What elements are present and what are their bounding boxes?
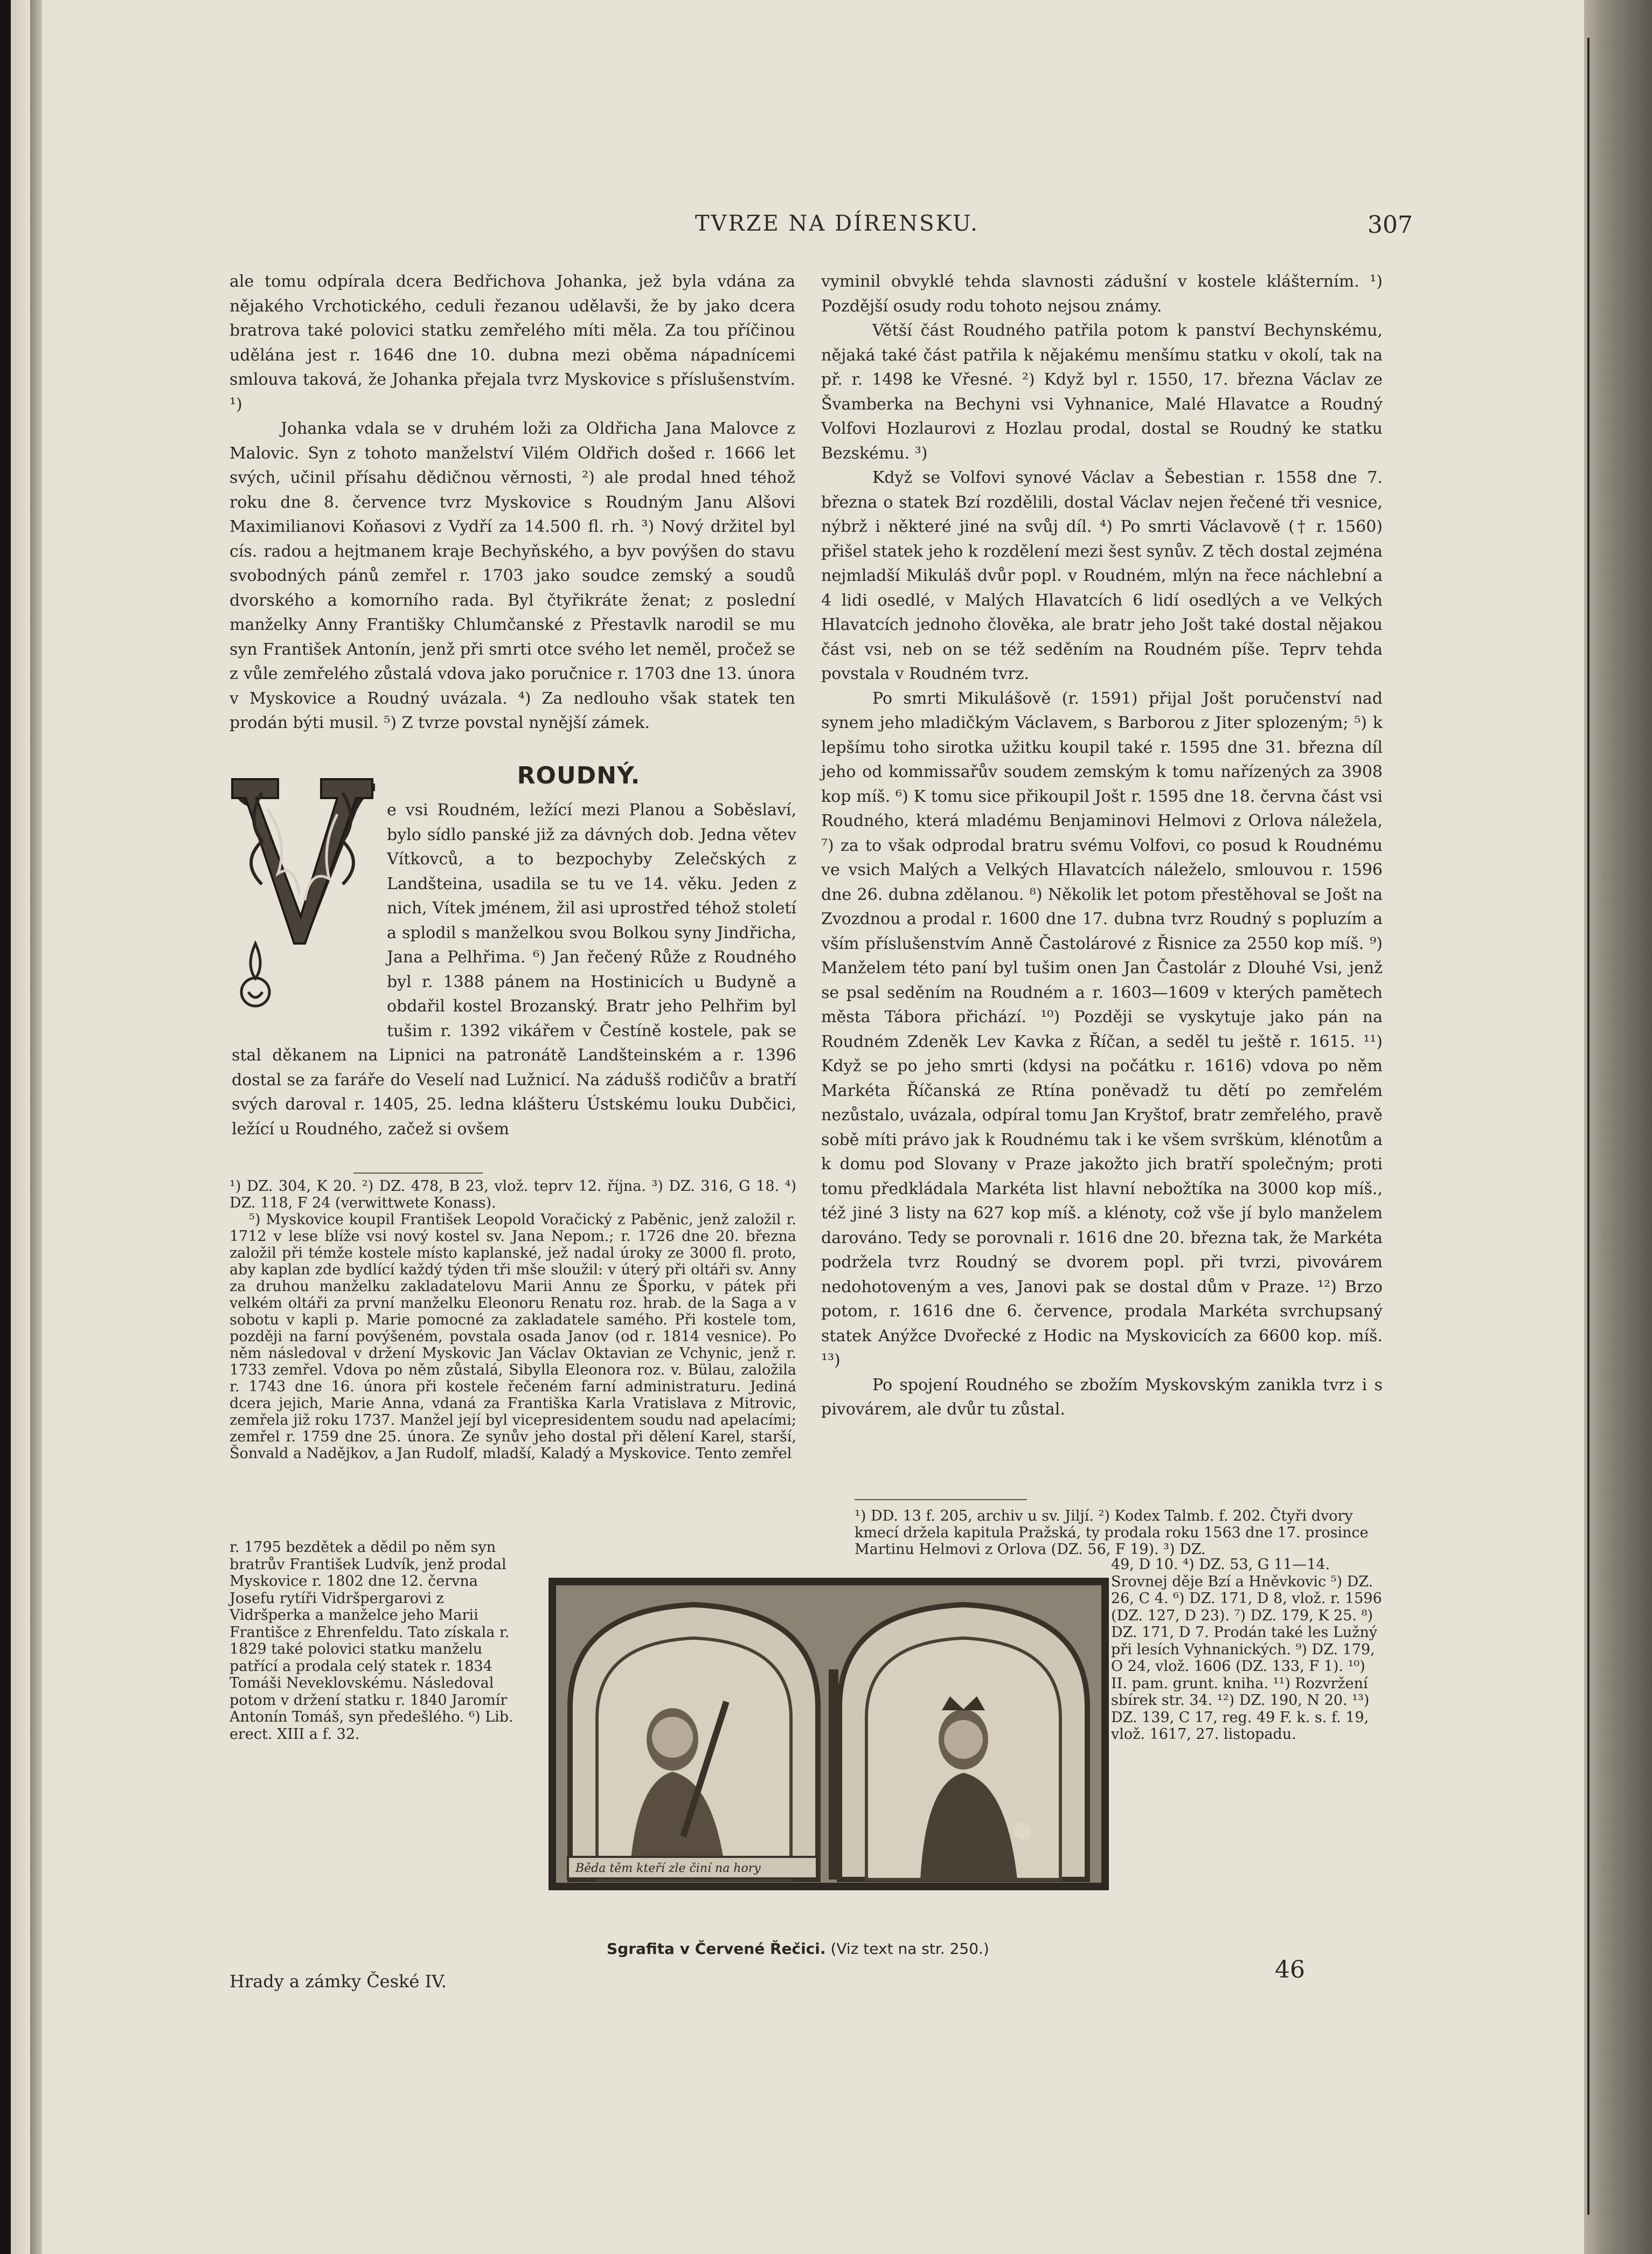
footnotes-left xyxy=(230,1173,796,1462)
paragraph: vyminil obvyklé tehda slavnosti zádušní v kostele klášterním. ¹) Pozdější osudy rodu tohoto nejsou známy. xyxy=(821,272,1383,316)
footnote-line: ⁵) Myskovice koupil František Leopold Voračický z Paběnic, jenž založil r. 1712 v lese blíže vsi nový kostel sv. Jana Nepom.; r. 1726 dne 20. března založil při témže kostele místo kaplanské, jež nadal úroky ze 3000 fl. proto, aby kaplan zde bydlící každý týden tři mše sloužil: v úterý při oltáři sv. Anny za druhou manželku zakladatelovu Marii Annu ze Šporku, v pátek při velkém oltáři za první manželku Eleonoru Renatu roz. hrab. de la Saga a v sobotu v kapli p. Marie pomocné za zakladatele samého. Při kostele tom, později na farní povýšeném, povstala osada Janov (od r. 1814 vesnice). Po něm následoval v držení Myskovic Jan Václav Oktavian ze Vchynic, jenž r. 1733 zemřel. Vdova po něm zůstalá, Sibylla Eleonora roz. v. Bülau, založila r. 1743 dne 16. února při kostele řečeném farní administraturu. Jediná dcera jejich, Marie Anna, vdaná za Františka Karla Vratislava z Mitrovic, zemřela již roku 1737. Manžel její byl vicepresidentem soudu nad apelacími; zemřel r. 1759 dne 25. února. Ze synův jeho dostal při dělení Karel, starší, Šonvald a Nadějkov, a Jan Rudolf, mladší, Kaladý a Myskovice. Tento zemřel xyxy=(230,1211,796,1462)
facing-page-edge xyxy=(11,0,30,2254)
section-heading: ROUDNÝ. xyxy=(517,762,641,789)
page-edge-line xyxy=(1587,38,1589,2215)
book-gutter xyxy=(30,0,42,2254)
running-header: TVRZE NA DÍRENSKU. xyxy=(695,211,979,236)
caption-ref: (Viz text na str. 250.) xyxy=(830,1940,989,1958)
page-number: 307 xyxy=(1368,211,1413,239)
footnote-line: ¹) DZ. 304, K 20. ²) DZ. 478, B 23, vlož. teprv 12. října. ³) DZ. 316, G 18. ⁴) DZ. 118, F 24 (verwittwete Konass). xyxy=(230,1178,796,1211)
paragraph: Když se Volfovi synové Václav a Šebestian r. 1558 dne 7. března o statek Bzí rozdělili, dostal Václav nejen řečené tři vesnice, nýbrž i některé jiné na svůj díl. ⁴) Po smrti Václavově († r. 1560) přišel statek jeho k rozdělení mezi šest synův. Z těch dostal zejména nejmladší Mikuláš dvůr popl. v Roudném, mlýn na řece náchlební a 4 lidi osedlé, v Malých Hlavatcích 6 lidí osedlých a ve Velkých Hlavatcích jednoho člověka, ale bratr jeho Jošt také dostal nějakou část vsi, neb on se též seděním na Roudném píše. Teprv tehda povstala v Roudném tvrz. xyxy=(821,468,1383,683)
roudny-section xyxy=(232,762,796,1141)
caption-title: Sgrafita v Červené Řečici. xyxy=(607,1940,826,1958)
sheet-number: 46 xyxy=(1275,1956,1305,1983)
footnote-rule xyxy=(353,1173,483,1174)
footnotes-left-narrow: r. 1795 bezdětek a dědil po něm syn bratrův František Ludvík, jenž prodal Myskovice r. 1802 dne 12. června Josefu rytíři Vidršpergarovi z Vidršperka a manželce jeho Marii Františce z Ehrenfeldu. Tato získala r. 1829 také polovici statku manželu patřící a prodala celý statek r. 1834 Tomáši Neveklovskému. Následoval potom v držení statku r. 1840 Jaromír Antonín Tomáš, syn předešlého. ⁶) Lib. erect. XIII a f. 32. xyxy=(230,1539,513,1743)
dropcap-letter: V xyxy=(255,999,259,1004)
footnotes-right: ¹) DD. 13 f. 205, archiv u sv. Jiljí. ²) Kodex Talmb. f. 202. Čtyři dvory kmecí držela kapitula Pražská, ty prodala roku 1563 dne 17. prosince Martinu Helmovi z Orlova (DZ. 56, F 19). ³) DZ. xyxy=(855,1508,1369,1558)
scroll-inscription: Běda těm kteří zle činí na hory xyxy=(575,1862,761,1875)
book-title-footer: Hrady a zámky České IV. xyxy=(230,1971,447,1992)
page-right-edge xyxy=(1584,0,1652,2254)
left-column xyxy=(230,269,795,736)
book-edge-dark xyxy=(0,0,11,2254)
figure-caption xyxy=(607,1940,989,1958)
sgraffito-illustration xyxy=(549,1578,1109,1890)
paragraph: ale tomu odpírala dcera Bedřichova Johanka, jež byla vdána za nějakého Vrchotického, ceduli řezanou udělavši, že by jako dcera bratrova také polovici statku zemřelého míti měla. Za tou příčinou udělána jest r. 1646 dne 10. dubna mezi oběma nápadnícemi smlouva taková, že Johanka přejala tvrz Myskovice s příslušenstvím. ¹) xyxy=(230,272,795,414)
roudny-text: e vsi Roudném, ležící mezi Planou a Soběslaví, bylo sídlo panské již za dávných dob. Jedna větev Vítkovců, a to bezpochyby Zelečských z Landšteina, usadila se tu ve 14. věku. Jeden z nich, Vítek jménem, žil asi uprostřed téhož století a splodil s manželkou svou Bolkou syny Jindřicha, Jana a Pelhřima. ⁶) Jan řečený Růže z Roudného byl r. 1388 pánem na Hostinicích u Budyně a obdařil kostel Brozanský. Bratr jeho Pelhřim byl tušim r. 1392 vikářem v Čestíně kostele, pak se stal děkanem na Lipnici na patronátě Landšteinském a r. 1396 dostal se za faráře do Veselí nad Lužnicí. Na zádušš rodičův a bratří svých daroval r. 1405, 25. ledna klášteru Ústskému louku Dubčici, ležící u Roudného, začež si ovšem xyxy=(232,801,796,1139)
footnotes-right-narrow: 49, D 10. ⁴) DZ. 53, G 11—14. Srovnej děje Bzí a Hněvkovic ⁵) DZ. 26, C 4. ⁶) DZ. 171, D 8, vlož. r. 1596 (DZ. 127, D 23). ⁷) DZ. 179, K 25. ⁸) DZ. 171, D 7. Prodán také les Lužný při lesích Vyhnanických. ⁹) DZ. 179, O 24, vlož. 1606 (DZ. 133, F 1). ¹⁰) II. pam. grunt. kniha. ¹¹) Rozvržení sbírek str. 34. ¹²) DZ. 190, N 20. ¹³) DZ. 139, C 17, reg. 49 F. k. s. f. 19, vlož. 1617, 27. listopadu. xyxy=(1111,1556,1382,1743)
paragraph: Johanka vdala se v druhém loži za Oldřicha Jana Malovce z Malovic. Syn z tohoto manželství Vilém Oldřich došed r. 1666 let svých, učinil přísahu dědičnou věrnosti, ²) ale prodal hned téhož roku dne 8. července tvrz Myskovice s Roudným Janu Alšovi Maximilianovi Koňasovi z Vydří za 14.500 fl. rh. ³) Nový držitel byl cís. radou a hejtmanem kraje Bechyňského, a byv povýšen do stavu svobodných pánů zemřel r. 1703 jako soudce zemský a soudů dvorského a komorního rada. Byl čtyřikráte ženat; z poslední manželky Anny Františky Chlumčanské z Přestavlk narodil se mu syn František Antonín, jenž při smrti otce svého let neměl, pročež se z vůle zemřelého zůstalá vdova jako poručnice r. 1703 dne 13. února v Myskovice a Roudný uvázala. ⁴) Za nedlouho však statek ten prodán býti musil. ⁵) Z tvrze povstal nynější zámek. xyxy=(230,419,795,732)
paragraph: Po smrti Mikulášově (r. 1591) přijal Jošt poručenství nad synem jeho mladičkým Václavem, s Barborou z Jiter splozeným; ⁵) k lepšímu toho sirotka užitku koupil také r. 1595 dne 31. března díl jeho od kommissařův soudem zemským k tomu nařízených za 3908 kop míš. ⁶) K tomu sice přikoupil Jošt r. 1595 dne 18. června část vsi Roudného, která mladému Benjaminovi Helmovi z Orlova náležela, ⁷) za to však odprodal bratru svému Volfovi, co posud k Roudnému ve vsich Malých a Velkých Hlavatcích náleželo, smlouvou r. 1596 dne 26. dubna zdělanou. ⁸) Několik let potom přestěhoval se Jošt na Zvozdnou a prodal r. 1600 dne 17. dubna tvrz Roudný s popluzím a vším příslušenstvím Anně Častolárové z Řisnice za 2550 kop míš. ⁹) Manželem této paní byl tušim onen Jan Častolár z Dlouhé Vsi, jenž se psal seděním na Roudném a r. 1603—1609 v kterých pamětech města Tábora přichází. ¹⁰) Později se vyskytuje jako pán na Roudném Zdeněk Lev Kavka z Říčan, a seděl tu ještě r. 1615. ¹¹) Když se po jeho smrti (kdysi na počátku r. 1616) vdova po něm Markéta Říčanská ze Rtína poněvadž tu dětí po zemřelém nezůstalo, uvázala, odpíral tomu Jan Kryštof, bratr zemřelého, pravě sobě míti právo jak k Roudnému tak i ke všem svršku̇m, klénotům a k domu pod Slovany v Praze jakožto jich bratří společným; proti tomu předkládala Markéta list hlavní nebožtíka na 3000 kop míš., též jiné 3 listy na 627 kop míš. a klénoty, což vše jí bylo manželem darováno. Tedy se porovnali r. 1616 dne 20. března tak, že Markéta podržela tvrz Roudný se dvorem popl. při tvrzi, pivovárem nedohotoveným a ves, Janovi pak se dostal dům v Praze. ¹²) Brzo potom, r. 1616 dne 6. července, prodala Markéta svrchupsaný statek Anýžce Dvořecké z Hodic na Myskovicích za 6600 kop. míš. ¹³) xyxy=(821,689,1383,1370)
right-column xyxy=(821,269,1383,1422)
ornamental-initial-v xyxy=(230,766,375,1019)
paragraph: Větší část Roudného patřila potom k panství Bechynskému, nějaká také část patřila k nějakému menšímu statku v okolí, tak na př. r. 1498 ke Vřesné. ²) Když byl r. 1550, 17. března Václav ze Švamberka na Bechyni vsi Vyhnanice, Malé Hlavatce a Roudný Volfovi Hozlaurovi z Hozlau prodal, dostal se Roudný ke statku Bezskému. ³) xyxy=(821,321,1383,463)
paragraph: Po spojení Roudného se zbožím Myskovským zanikla tvrz i s pivovárem, ale dvůr tu zůstal. xyxy=(821,1375,1383,1419)
footnote-rule xyxy=(855,1499,1027,1500)
